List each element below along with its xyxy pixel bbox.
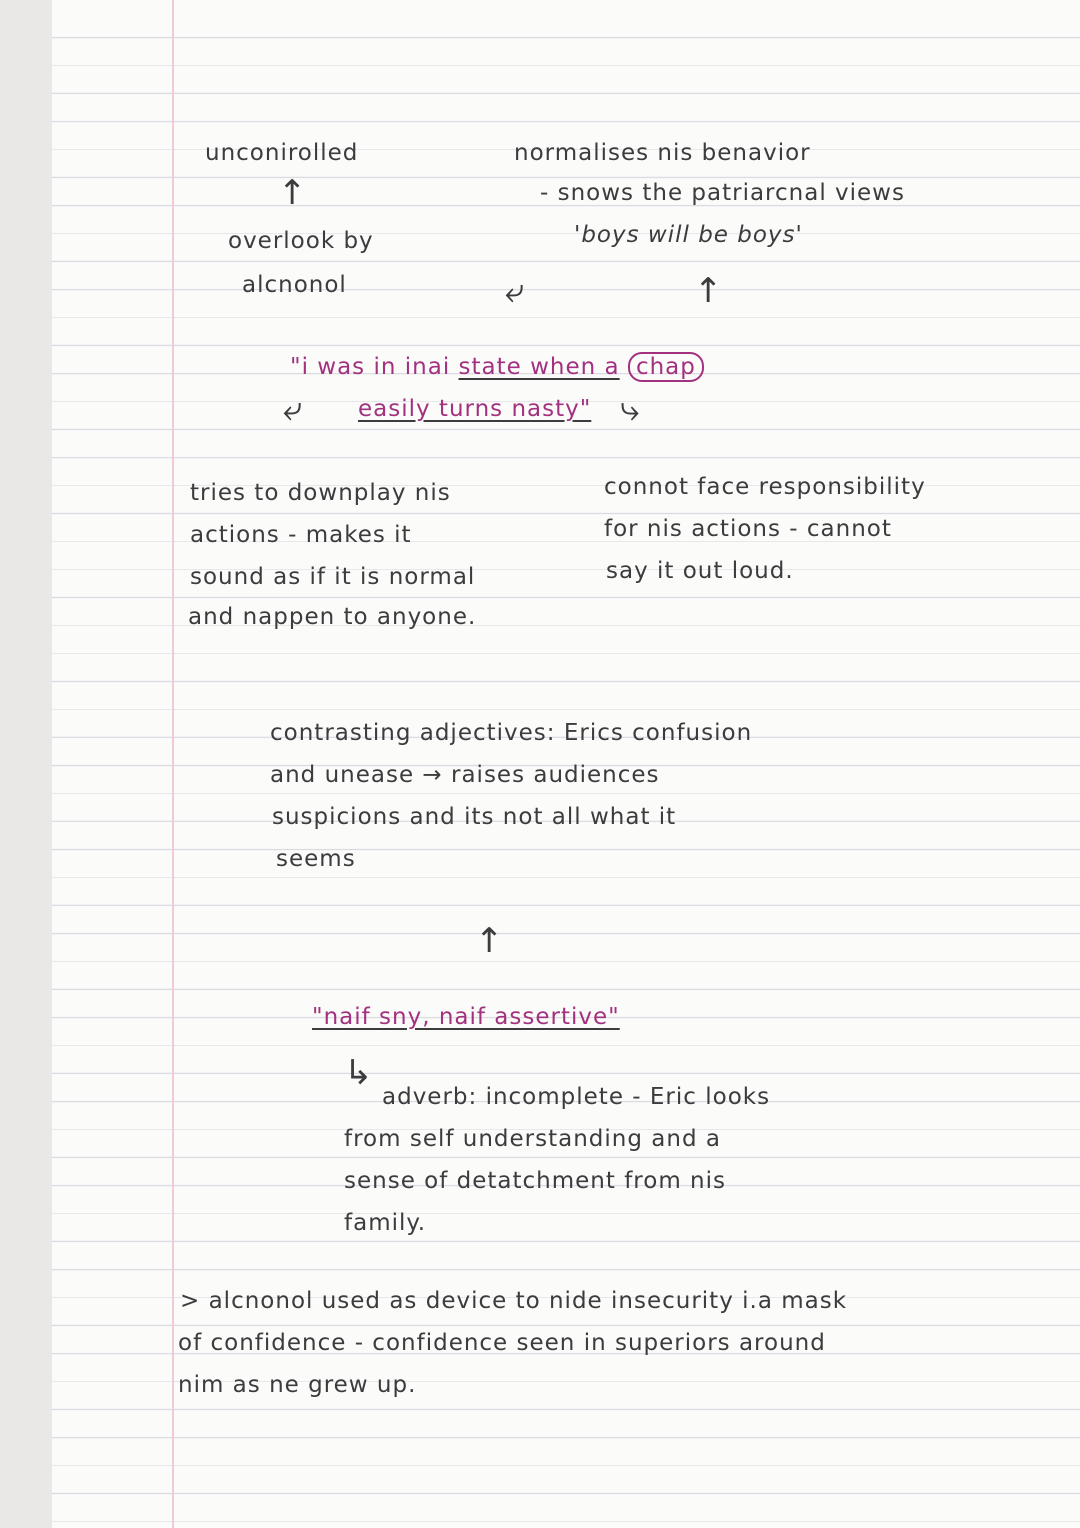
page-edge: [0, 0, 52, 1528]
note-patriarchal: - snows the patriarcnal views: [540, 180, 905, 206]
quote-line-2: easily turns nasty": [358, 396, 592, 422]
margin-line: [172, 0, 174, 1528]
note-downplay-1: tries to downplay nis: [190, 480, 451, 506]
note-responsibility-2: for nis actions - cannot: [604, 516, 892, 542]
note-contrast-3: suspicions and its not all what it: [272, 804, 677, 830]
note-responsibility-1: connot face responsibility: [604, 474, 926, 500]
up-arrow-icon: ↑: [278, 173, 307, 213]
note-contrast-4: seems: [276, 846, 356, 872]
quote-part-1: "i was in inai: [290, 354, 451, 380]
note-adverb-2: from self understanding and a: [344, 1126, 721, 1152]
note-adverb-4: family.: [344, 1210, 427, 1236]
up-arrow-icon: ↑: [694, 271, 723, 311]
note-adverb-3: sense of detatchment from nis: [344, 1168, 726, 1194]
quote-chap: chap: [628, 352, 704, 382]
note-downplay-4: and nappen to anyone.: [188, 604, 477, 630]
down-left-arrow-icon: ⤶: [283, 389, 303, 429]
note-adverb-1: adverb: incomplete - Eric looks: [382, 1084, 771, 1110]
note-overlook: overlook by: [228, 228, 374, 254]
note-downplay-2: actions - makes it: [190, 522, 412, 548]
note-normalises: normalises nis benavior: [514, 140, 811, 166]
note-conclusion-3: nim as ne grew up.: [178, 1372, 417, 1398]
note-contrast-2: and unease → raises audiences: [270, 762, 660, 788]
down-right-arrow-icon: ⤷: [620, 389, 640, 429]
quote-part-2: state when a: [458, 354, 620, 380]
quote-line-1: [290, 346, 704, 389]
note-conclusion-1: > alcnonol used as device to nide insecurity i.a mask: [180, 1288, 848, 1314]
down-left-arrow-icon: ⤶: [505, 271, 525, 311]
quote-half-shy: "naif sny, naif assertive": [312, 1004, 620, 1030]
note-contrast-1: contrasting adjectives: Erics confusion: [270, 720, 753, 746]
note-conclusion-2: of confidence - confidence seen in superiors around: [178, 1330, 826, 1356]
note-alcohol: alcnonol: [242, 272, 347, 298]
note-downplay-3: sound as if it is normal: [190, 564, 476, 590]
note-boys-quote: 'boys will be boys': [574, 222, 803, 248]
up-arrow-icon: ↑: [475, 921, 504, 961]
note-responsibility-3: say it out loud.: [606, 558, 794, 584]
note-uncontrolled: unconirolled: [205, 140, 359, 166]
return-arrow-icon: ↳: [344, 1053, 373, 1093]
